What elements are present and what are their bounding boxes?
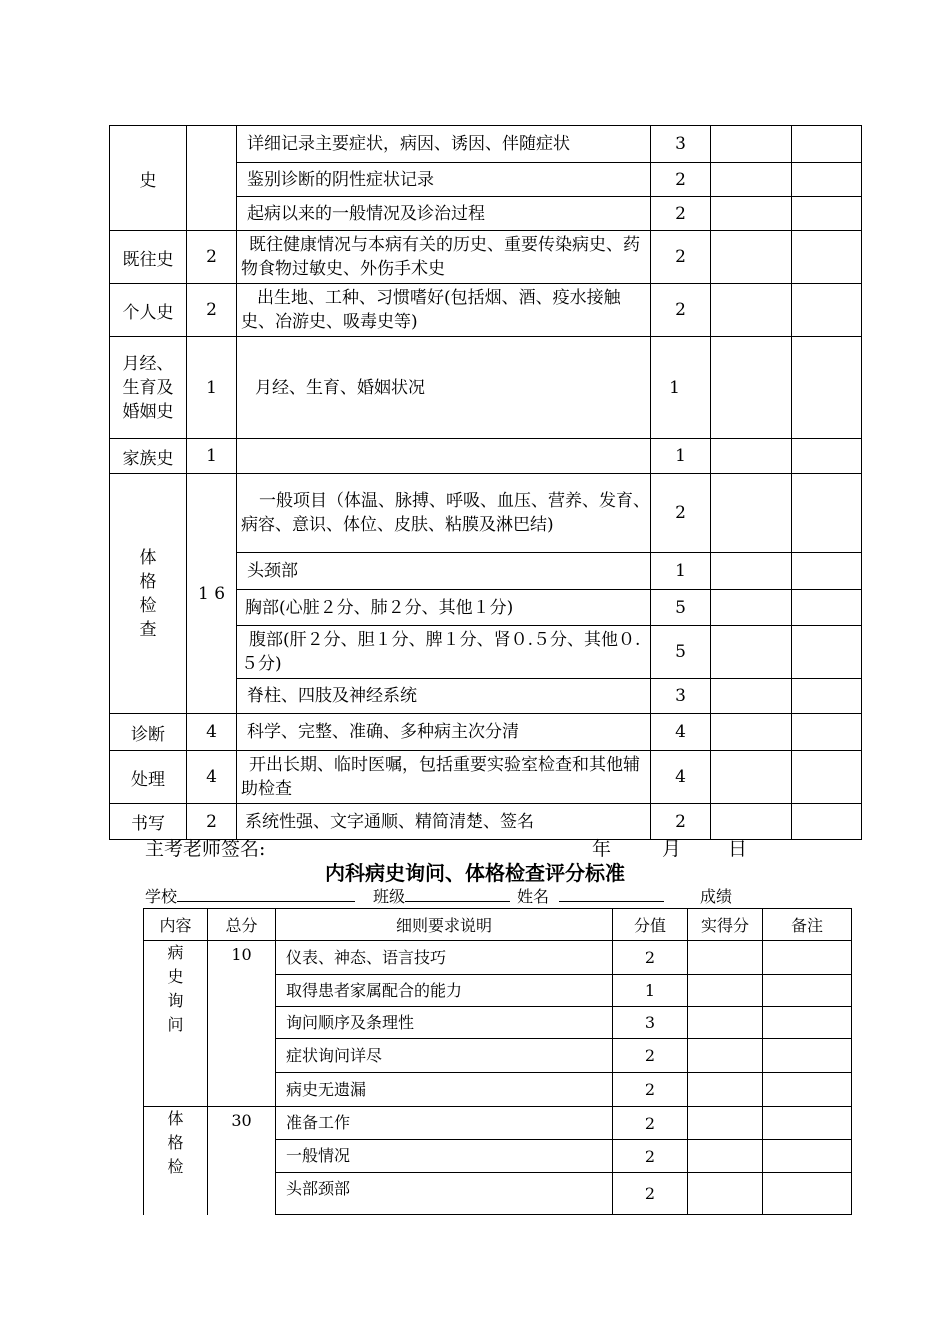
score-cell: 4 <box>651 751 711 804</box>
signature-year: 年 <box>592 838 612 860</box>
score-cell: 2 <box>651 474 711 553</box>
criteria-cell: 病史无遗漏 <box>276 1073 613 1107</box>
total-cell: 4 <box>187 714 237 751</box>
score-cell: 3 <box>651 126 711 163</box>
criteria-cell: 开出长期、临时医嘱，包括重要实验室检查和其他辅助检查 <box>237 751 651 804</box>
total-cell: 1 6 <box>187 474 237 714</box>
total-cell: 10 <box>208 941 276 1107</box>
score-cell: 2 <box>651 284 711 337</box>
criteria-cell: 一般项目（体温、脉搏、呼吸、血压、营养、发育、病容、意识、体位、皮肤、粘膜及淋巴结) <box>237 474 651 553</box>
total-cell: 2 <box>187 231 237 284</box>
score-cell: 3 <box>651 679 711 714</box>
school-label: 学校 <box>145 887 178 906</box>
criteria-cell: 科学、完整、准确、多种病主次分清 <box>237 714 651 751</box>
criteria-cell <box>237 439 651 474</box>
header-content: 内容 <box>144 909 208 941</box>
criteria-cell: 准备工作 <box>276 1107 613 1140</box>
criteria-cell: 仪表、神态、语言技巧 <box>276 941 613 975</box>
score-cell: 1 <box>651 439 711 474</box>
section-cell: 处理 <box>110 751 187 804</box>
earned-cell <box>711 126 792 163</box>
class-label: 班级 <box>373 887 406 906</box>
header-remark: 备注 <box>763 909 852 941</box>
history-scoring-table-continued <box>109 125 862 840</box>
table-row <box>110 284 862 337</box>
section-cell: 既往史 <box>110 231 187 284</box>
criteria-cell: 询问顺序及条理性 <box>276 1007 613 1039</box>
score-cell: 1 <box>651 553 711 590</box>
score-cell: 2 <box>613 1107 688 1140</box>
section-cell: 书写 <box>110 804 187 840</box>
criteria-cell: 胸部(心脏２分、肺２分、其他１分) <box>237 590 651 626</box>
criteria-cell: 系统性强、文字通顺、精简清楚、签名 <box>237 804 651 840</box>
header-total: 总分 <box>208 909 276 941</box>
table-row <box>144 1107 852 1140</box>
table-row <box>110 474 862 553</box>
scoring-standard-table <box>143 908 852 1215</box>
section-cell: 月经、生育及婚姻史 <box>110 337 187 439</box>
score-cell: 2 <box>651 804 711 840</box>
score-cell: 2 <box>613 1039 688 1073</box>
total-cell: 4 <box>187 751 237 804</box>
criteria-cell: 头颈部 <box>237 553 651 590</box>
grade-label: 成绩 <box>700 887 733 906</box>
score-cell: 2 <box>613 1140 688 1173</box>
score-cell: 4 <box>651 714 711 751</box>
page-title: 内科病史询问、体格检查评分标准 <box>325 861 625 885</box>
score-cell: 2 <box>651 163 711 197</box>
table-header-row <box>144 909 852 941</box>
score-cell: 2 <box>651 197 711 231</box>
criteria-cell: 详细记录主要症状，病因、诱因、伴随症状 <box>237 126 651 163</box>
total-cell: 2 <box>187 284 237 337</box>
table-row <box>110 714 862 751</box>
criteria-cell: 脊柱、四肢及神经系统 <box>237 679 651 714</box>
score-cell: 2 <box>613 1173 688 1215</box>
total-cell: 2 <box>187 804 237 840</box>
total-cell: 1 <box>187 439 237 474</box>
examiner-signature-label: 主考老师签名: <box>145 838 266 860</box>
signature-month: 月 <box>662 838 682 860</box>
name-label: 姓名 <box>517 887 550 906</box>
criteria-cell: 鉴别诊断的阴性症状记录 <box>237 163 651 197</box>
criteria-cell: 头部颈部 <box>276 1173 613 1215</box>
score-cell: 5 <box>651 626 711 679</box>
total-cell: 1 <box>187 337 237 439</box>
header-earned: 实得分 <box>688 909 763 941</box>
header-criteria: 细则要求说明 <box>276 909 613 941</box>
section-cell: 史 <box>110 126 187 231</box>
table-row <box>144 941 852 975</box>
table-row <box>110 126 862 163</box>
criteria-cell: 既往健康情况与本病有关的历史、重要传染病史、药物食物过敏史、外伤手术史 <box>237 231 651 284</box>
class-field <box>373 884 510 907</box>
criteria-cell: 腹部(肝２分、胆１分、脾１分、肾０.５分、其他０.５分) <box>237 626 651 679</box>
criteria-cell: 一般情况 <box>276 1140 613 1173</box>
section-cell: 病史询问 <box>144 941 208 1107</box>
section-cell: 诊断 <box>110 714 187 751</box>
table-row <box>110 337 862 439</box>
score-cell: 5 <box>651 590 711 626</box>
score-cell: 2 <box>613 1073 688 1107</box>
score-cell: 1 <box>651 337 711 439</box>
score-cell: 2 <box>613 941 688 975</box>
signature-day: 日 <box>728 838 748 860</box>
name-field <box>517 884 664 907</box>
section-cell: 家族史 <box>110 439 187 474</box>
header-score: 分值 <box>613 909 688 941</box>
criteria-cell: 症状询问详尽 <box>276 1039 613 1073</box>
section-cell: 体格检 <box>144 1107 208 1215</box>
score-cell: 2 <box>651 231 711 284</box>
criteria-cell: 月经、生育、婚姻状况 <box>237 337 651 439</box>
criteria-cell: 出生地、工种、习惯嗜好(包括烟、酒、疫水接触史、冶游史、吸毒史等) <box>237 284 651 337</box>
criteria-cell: 起病以来的一般情况及诊治过程 <box>237 197 651 231</box>
school-field <box>145 884 355 907</box>
table-row <box>110 231 862 284</box>
criteria-cell: 取得患者家属配合的能力 <box>276 975 613 1007</box>
table-row <box>110 751 862 804</box>
remark-cell <box>792 126 862 163</box>
table-row <box>110 439 862 474</box>
score-cell: 1 <box>613 975 688 1007</box>
total-cell: 30 <box>208 1107 276 1215</box>
section-cell: 个人史 <box>110 284 187 337</box>
score-cell: 3 <box>613 1007 688 1039</box>
section-cell: 体格检查 <box>110 474 187 714</box>
